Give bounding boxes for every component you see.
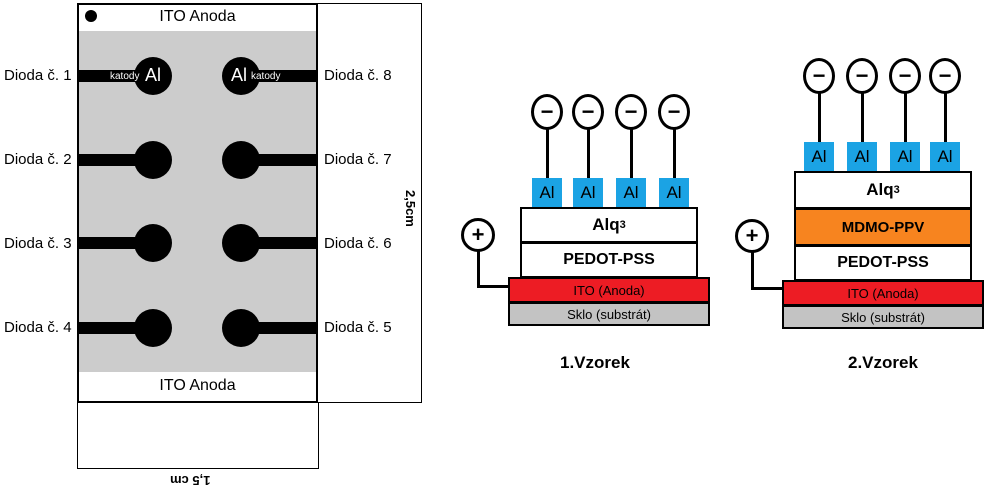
diode-label-7: Dioda č. 7 bbox=[324, 151, 392, 168]
al-label-left: Al bbox=[145, 65, 162, 85]
sample1-minus-terminal-4: − bbox=[658, 94, 690, 130]
sample1-plus-wire-vertical bbox=[477, 251, 480, 287]
width-dim-right-extension bbox=[318, 403, 319, 469]
active-area bbox=[79, 31, 316, 372]
sample1-title: 1.Vzorek bbox=[560, 353, 630, 372]
height-dim-line bbox=[421, 3, 422, 403]
katody-label-left: katody bbox=[110, 71, 140, 82]
sample2-al-pad-3: Al bbox=[890, 142, 920, 172]
diode-electrode-2 bbox=[134, 141, 172, 179]
katody-label-right: katody bbox=[251, 71, 281, 82]
height-dimension-label: 2,5cm bbox=[403, 190, 418, 227]
sample1-layer-glass: Sklo (substrát) bbox=[508, 302, 710, 326]
sample2-layer-alq3: Alq 3 bbox=[794, 171, 972, 209]
sample2-plus-terminal: + bbox=[735, 219, 769, 253]
diode-label-4: Dioda č. 4 bbox=[4, 319, 72, 336]
sample1-minus-terminal-1: − bbox=[531, 94, 563, 130]
diode-label-5: Dioda č. 5 bbox=[324, 319, 392, 336]
sample1-wire-3 bbox=[630, 128, 633, 180]
sample2-wire-2 bbox=[861, 92, 864, 142]
sample1-plus-terminal: + bbox=[461, 218, 495, 252]
sample1-al-pad-2: Al bbox=[573, 178, 603, 208]
width-dim-left-extension bbox=[77, 403, 78, 469]
height-dim-top-extension bbox=[318, 3, 422, 4]
ito-anode-bottom-label: ITO Anoda bbox=[159, 377, 236, 394]
sample1-wire-4 bbox=[673, 128, 676, 180]
sample1-minus-terminal-3: − bbox=[615, 94, 647, 130]
height-dim-bottom-extension bbox=[318, 402, 422, 403]
sample2-minus-terminal-2: − bbox=[846, 58, 878, 94]
sample2-layer-mdmo-ppv: MDMO-PPV bbox=[794, 208, 972, 246]
alq3-subscript: 3 bbox=[893, 184, 900, 196]
ito-anode-top-label: ITO Anoda bbox=[159, 8, 236, 25]
width-dimension-label: 1,5 cm bbox=[170, 473, 211, 488]
sample2-wire-3 bbox=[904, 92, 907, 142]
sample1-plus-wire-horizontal bbox=[477, 285, 509, 288]
sample1-layer-alq3: Alq 3 bbox=[520, 207, 698, 243]
sample2-plus-wire-vertical bbox=[751, 252, 754, 289]
sample2-wire-1 bbox=[818, 92, 821, 142]
diode-electrode-6 bbox=[222, 224, 260, 262]
sample2-minus-terminal-4: − bbox=[929, 58, 961, 94]
sample1-layer-pedot: PEDOT-PSS bbox=[520, 242, 698, 278]
diode-electrode-5 bbox=[222, 309, 260, 347]
diode-label-1: Dioda č. 1 bbox=[4, 67, 72, 84]
diode-electrode-3 bbox=[134, 224, 172, 262]
sample2-plus-wire-horizontal bbox=[751, 287, 783, 290]
sample1-layer-ito: ITO (Anoda) bbox=[508, 277, 710, 303]
sample2-wire-4 bbox=[944, 92, 947, 142]
diode-label-3: Dioda č. 3 bbox=[4, 235, 72, 252]
diode-label-8: Dioda č. 8 bbox=[324, 67, 392, 84]
sample2-layer-pedot: PEDOT-PSS bbox=[794, 245, 972, 281]
diode-electrode-7 bbox=[222, 141, 260, 179]
sample1-al-pad-3: Al bbox=[616, 178, 646, 208]
sample1-minus-terminal-2: − bbox=[572, 94, 604, 130]
sample1-al-pad-4: Al bbox=[659, 178, 689, 208]
diode-label-6: Dioda č. 6 bbox=[324, 235, 392, 252]
sample1-al-pad-1: Al bbox=[532, 178, 562, 208]
alq3-subscript: 3 bbox=[619, 219, 626, 231]
diode-electrode-4 bbox=[134, 309, 172, 347]
al-label-right: Al bbox=[231, 65, 248, 85]
width-dim-line bbox=[77, 468, 319, 469]
sample2-layer-ito: ITO (Anoda) bbox=[782, 280, 984, 306]
sample2-al-pad-4: Al bbox=[930, 142, 960, 172]
sample2-al-pad-1: Al bbox=[804, 142, 834, 172]
sample1-wire-2 bbox=[587, 128, 590, 180]
sample1-wire-1 bbox=[546, 128, 549, 180]
sample2-al-pad-2: Al bbox=[847, 142, 877, 172]
sample2-layer-glass: Sklo (substrát) bbox=[782, 305, 984, 329]
sample2-minus-terminal-3: − bbox=[889, 58, 921, 94]
sample2-title: 2.Vzorek bbox=[848, 353, 918, 372]
sample2-minus-terminal-1: − bbox=[803, 58, 835, 94]
diode-label-2: Dioda č. 2 bbox=[4, 151, 72, 168]
